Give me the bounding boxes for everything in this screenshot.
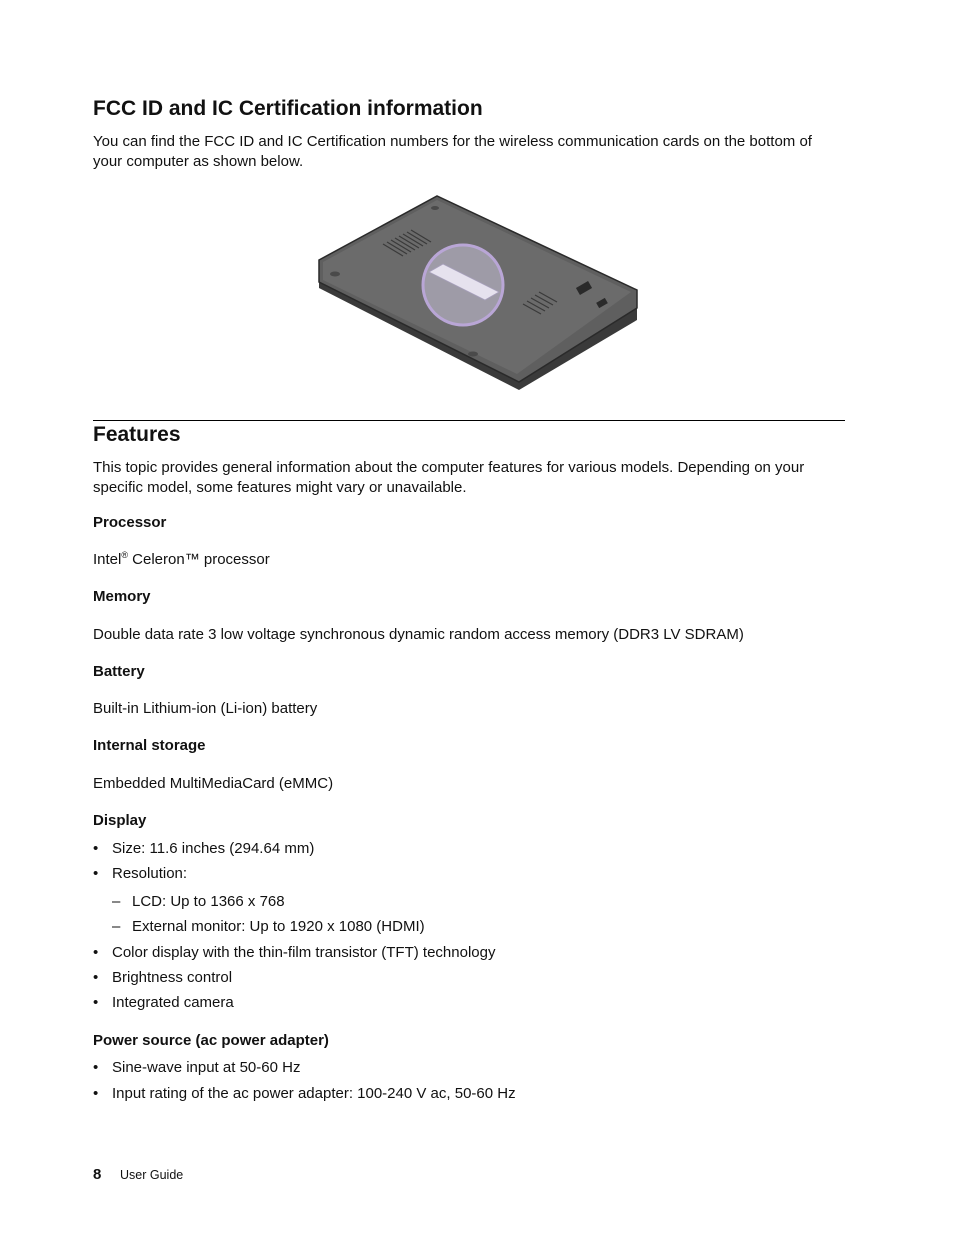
display-label: Display <box>93 812 147 829</box>
registered-mark: ® <box>121 550 128 560</box>
processor-label: Processor <box>93 514 167 531</box>
storage-text: Embedded MultiMediaCard (eMMC) <box>93 775 334 792</box>
section-divider <box>93 420 845 421</box>
battery-text: Built-in Lithium-ion (Li-ion) battery <box>93 700 318 717</box>
fcc-paragraph: You can find the FCC ID and IC Certification numbers for the wireless communication cards on the bottom of your computer as shown below. <box>93 133 812 170</box>
battery-label: Battery <box>93 663 145 680</box>
fcc-heading: FCC ID and IC Certification information <box>93 97 483 120</box>
features-intro: This topic provides general information about the computer features for various models. Depending on your specific model, some features might vary or unavailable. <box>93 459 805 496</box>
laptop-bottom-illustration <box>305 192 641 394</box>
processor-text: Intel® Celeron™ processor <box>93 550 270 568</box>
footer-title: User Guide <box>120 1168 184 1182</box>
features-heading: Features <box>93 423 181 446</box>
memory-text: Double data rate 3 low voltage synchronous dynamic random access memory (DDR3 LV SDRAM) <box>93 626 744 643</box>
memory-label: Memory <box>93 588 151 605</box>
page-number: 8 <box>93 1166 102 1183</box>
storage-label: Internal storage <box>93 737 206 754</box>
power-label: Power source (ac power adapter) <box>93 1032 329 1049</box>
